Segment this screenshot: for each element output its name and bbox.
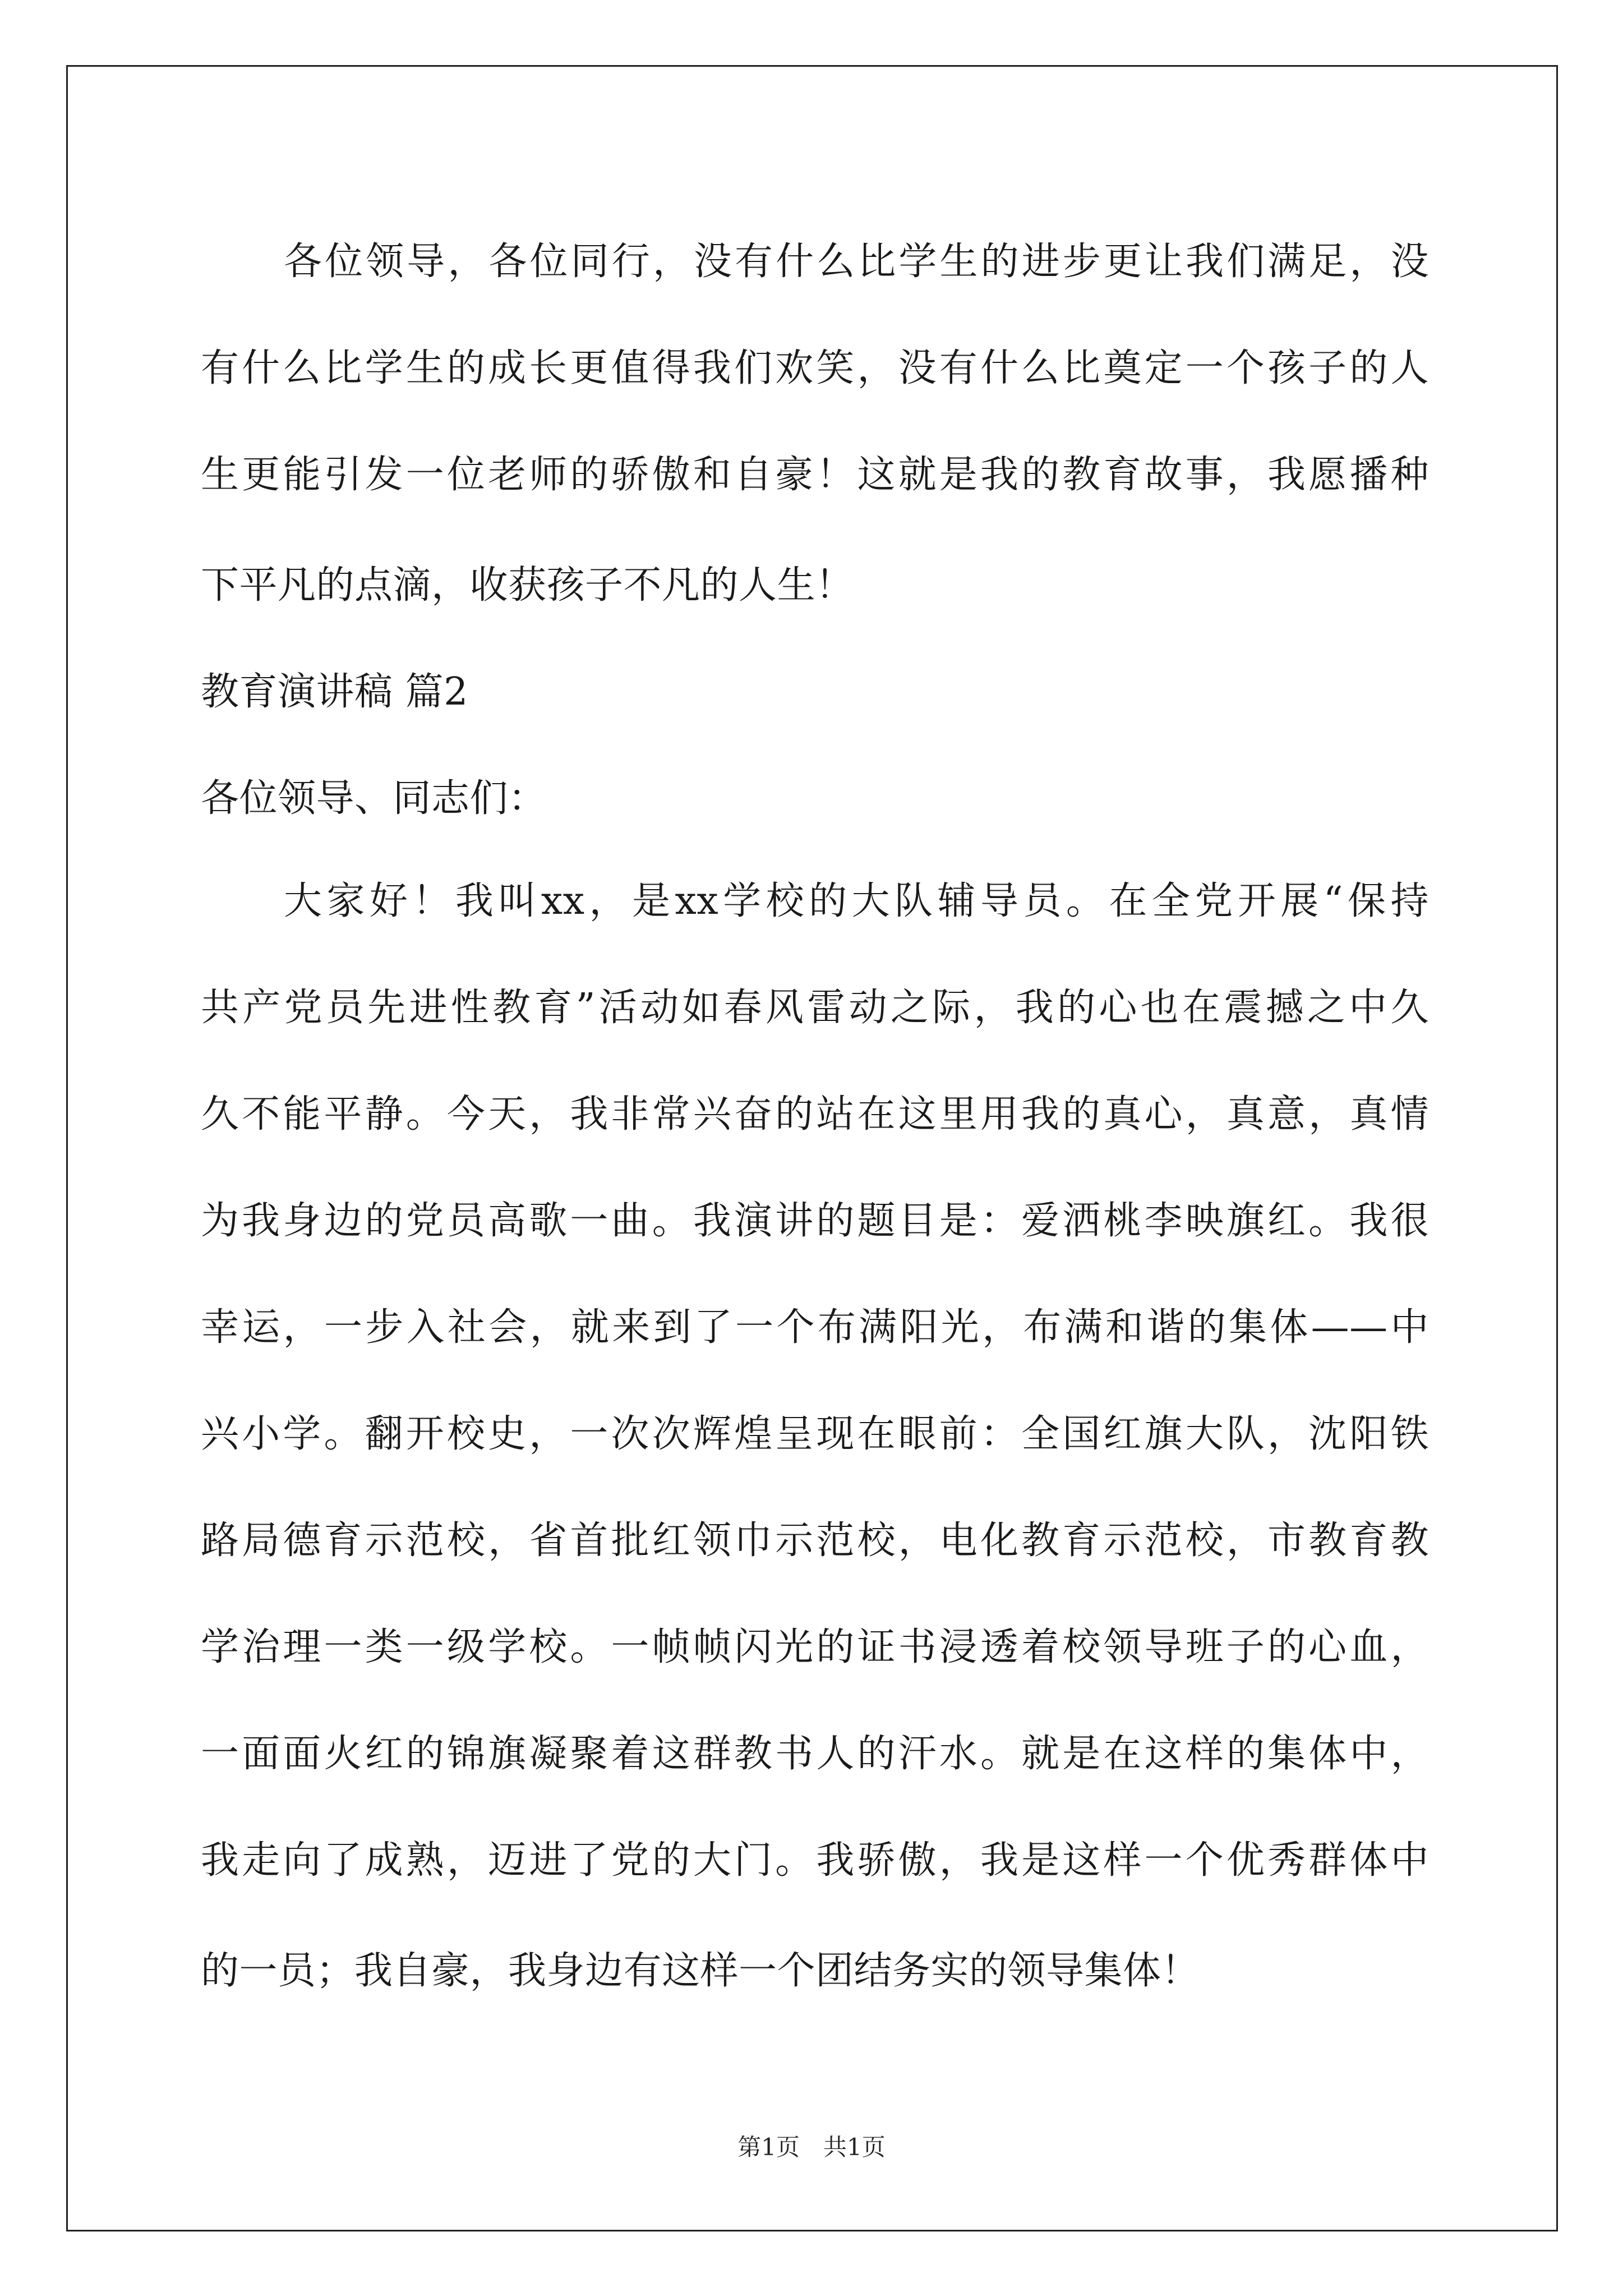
paragraph-line: 各位领导，各位同行，没有什么比学生的进步更让我们满足，没: [284, 240, 1429, 284]
paragraph-line: 幸运，一步入社会，就来到了一个布满阳光，布满和谐的集体——中: [201, 1305, 1429, 1350]
paragraph-line: 下平凡的点滴，收获孩子不凡的人生！: [201, 563, 854, 608]
document-body: [201, 209, 1429, 2021]
paragraph-line: 大家好！我叫xx，是xx学校的大队辅导员。在全党开展“保持: [284, 879, 1429, 923]
paragraph-line: 久不能平静。今天，我非常兴奋的站在这里用我的真心，真意，真情: [201, 1092, 1429, 1137]
page-indicator: 第1页 共1页: [737, 2133, 886, 2161]
paragraph-line: 学治理一类一级学校。一帧帧闪光的证书浸透着校领导班子的心血，: [201, 1625, 1429, 1669]
paragraph-line: 一面面火红的锦旗凝聚着这群教书人的汗水。就是在这样的集体中，: [201, 1732, 1429, 1776]
paragraph-line: 的一员；我自豪，我身边有这样一个团结务实的领导集体！: [201, 1948, 1200, 1993]
paragraph-line: 兴小学。翻开校史，一次次辉煌呈现在眼前：全国红旗大队，沈阳铁: [201, 1412, 1429, 1456]
paragraph-line: 为我身边的党员高歌一曲。我演讲的题目是：爱洒桃李映旗红。我很: [201, 1199, 1429, 1243]
paragraph-line: 有什么比学生的成长更值得我们欢笑，没有什么比奠定一个孩子的人: [201, 346, 1429, 390]
paragraph-line: 共产党员先进性教育”活动如春风雷动之际，我的心也在震撼之中久: [201, 986, 1429, 1030]
paragraph-line: 路局德育示范校，省首批红领巾示范校，电化教育示范校，市教育教: [201, 1519, 1429, 1563]
salutation: 各位领导、同志们：: [201, 776, 547, 821]
section-title: 教育演讲稿 篇2: [201, 669, 468, 714]
paragraph-line: 生更能引发一位老师的骄傲和自豪！这就是我的教育故事，我愿播种: [201, 453, 1429, 497]
paragraph-line: 我走向了成熟，迈进了党的大门。我骄傲，我是这样一个优秀群体中: [201, 1838, 1429, 1883]
